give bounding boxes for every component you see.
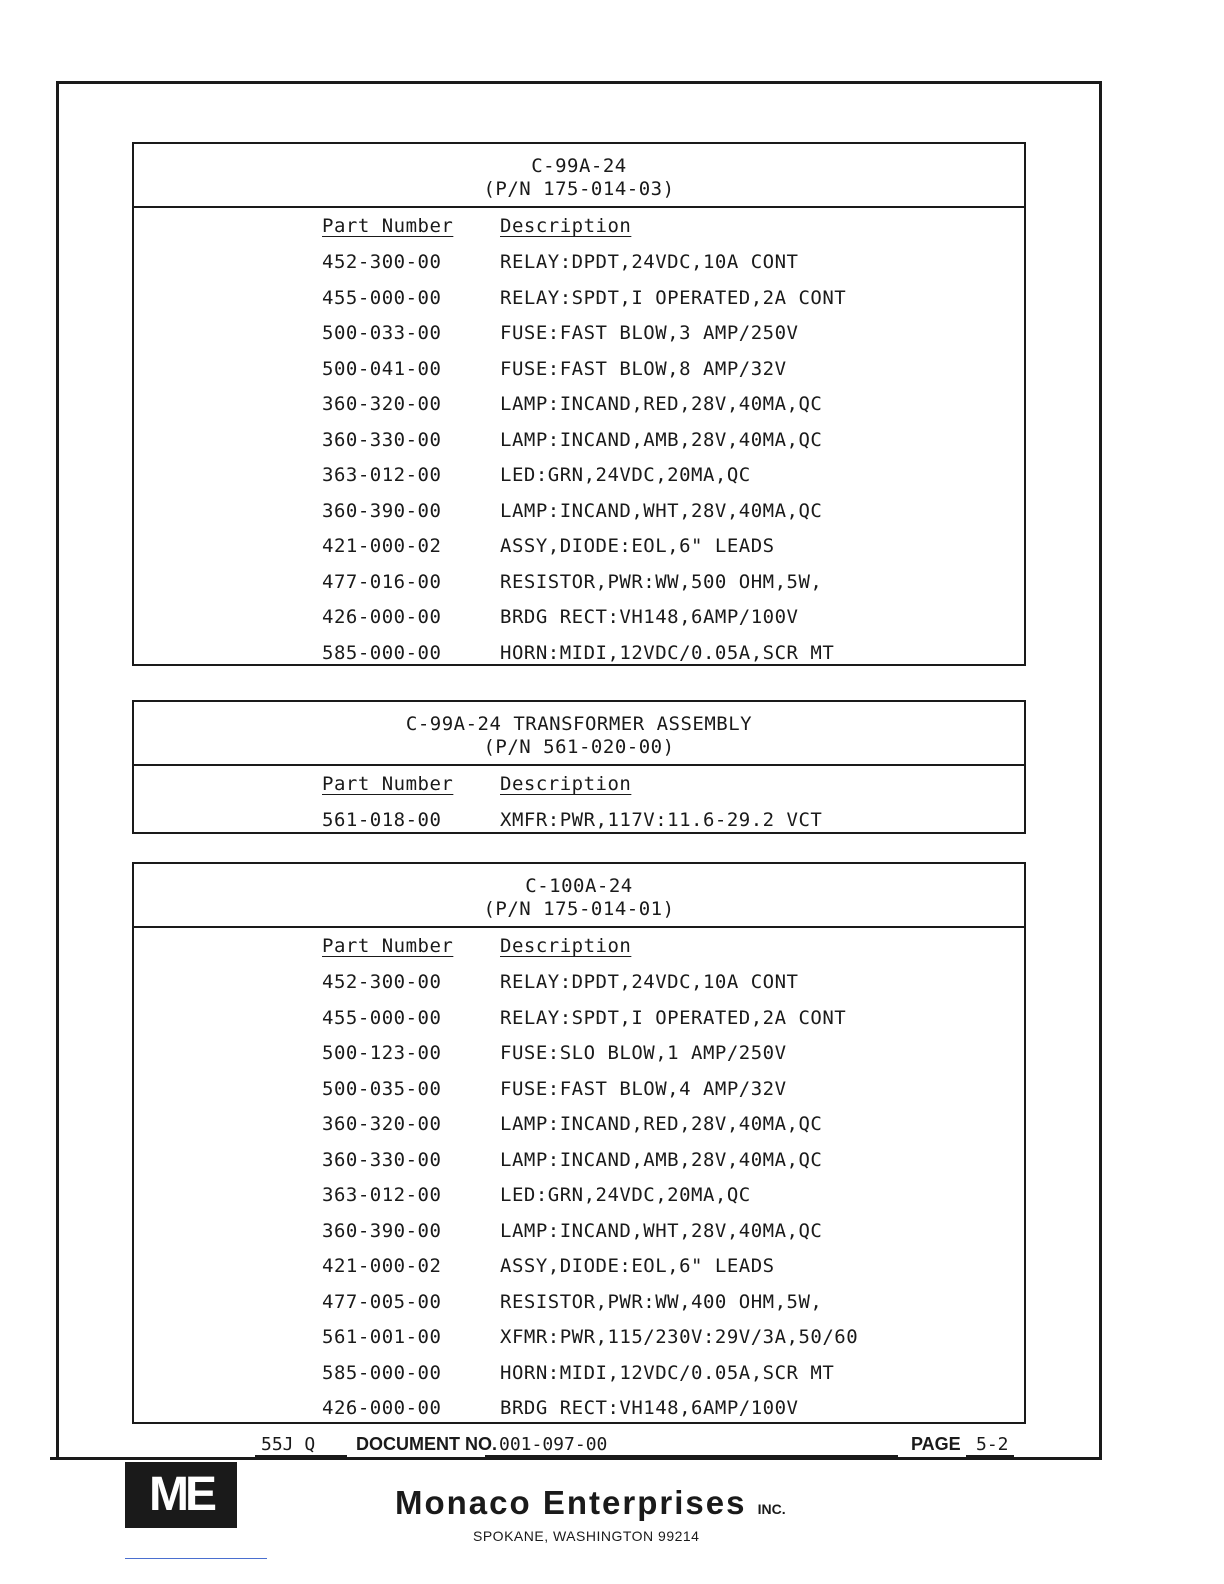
part-number: 360-330-00	[322, 1148, 442, 1171]
part-number: 500-123-00	[322, 1042, 442, 1064]
part-description: HORN:MIDI,12VDC/0.05A,SCR MT	[500, 1361, 835, 1384]
table-row	[134, 493, 1024, 529]
part-number: 561-018-00	[322, 809, 442, 831]
part-description: XMFR:PWR,117V:11.6-29.2 VCT	[500, 809, 823, 831]
part-description: RESISTOR,PWR:WW,500 OHM,5W,	[500, 570, 823, 593]
part-number: 426-000-00	[322, 606, 442, 628]
part-description: HORN:MIDI,12VDC/0.05A,SCR MT	[500, 641, 835, 664]
part-number: 500-035-00	[322, 1077, 442, 1100]
part-description: LAMP:INCAND,WHT,28V,40MA,QC	[500, 499, 823, 522]
part-description: BRDG RECT:VH148,6AMP/100V	[500, 1397, 799, 1419]
table-row	[134, 1000, 1024, 1036]
table-row	[134, 1284, 1024, 1320]
col-description: Description	[500, 935, 632, 957]
part-number: 421-000-02	[322, 535, 442, 557]
doc-code: 55J Q	[255, 1434, 347, 1457]
table-row	[134, 599, 1024, 635]
part-description: LAMP:INCAND,AMB,28V,40MA,QC	[500, 428, 823, 451]
part-description: FUSE:FAST BLOW,8 AMP/32V	[500, 357, 787, 380]
table-title: C-99A-24	[531, 155, 627, 177]
part-description: RELAY:SPDT,I OPERATED,2A CONT	[500, 1006, 847, 1029]
table-row	[134, 1248, 1024, 1284]
part-number: 360-320-00	[322, 393, 442, 415]
company-name-text: Monaco Enterprises	[395, 1484, 747, 1521]
part-description: FUSE:FAST BLOW,3 AMP/250V	[500, 322, 799, 344]
col-description: Description	[500, 773, 632, 795]
part-description: FUSE:FAST BLOW,4 AMP/32V	[500, 1077, 787, 1100]
part-description: LAMP:INCAND,AMB,28V,40MA,QC	[500, 1148, 823, 1171]
part-number: 477-005-00	[322, 1290, 442, 1313]
table-row	[134, 1071, 1024, 1107]
part-number: 455-000-00	[322, 286, 442, 309]
table-subtitle: (P/N 561-020-00)	[483, 736, 675, 758]
part-number: 585-000-00	[322, 1361, 442, 1384]
part-description: LAMP:INCAND,RED,28V,40MA,QC	[500, 1113, 823, 1135]
part-number: 360-390-00	[322, 499, 442, 522]
page-label: PAGE	[911, 1434, 961, 1454]
table-row	[134, 1355, 1024, 1391]
table-title: C-99A-24 TRANSFORMER ASSEMBLY	[405, 713, 753, 735]
part-description: RELAY:DPDT,24VDC,10A CONT	[500, 971, 799, 993]
table-row	[134, 564, 1024, 600]
table-row	[134, 528, 1024, 564]
table-header	[134, 144, 1024, 208]
part-number: 477-016-00	[322, 570, 442, 593]
table-row	[134, 1390, 1024, 1426]
part-description: XFMR:PWR,115/230V:29V/3A,50/60	[500, 1326, 859, 1348]
part-description: RELAY:SPDT,I OPERATED,2A CONT	[500, 286, 847, 309]
part-number: 360-330-00	[322, 428, 442, 451]
table-header	[134, 864, 1024, 928]
part-number: 500-041-00	[322, 357, 442, 380]
part-number: 585-000-00	[322, 641, 442, 664]
table-row	[134, 1213, 1024, 1249]
table-row	[134, 635, 1024, 671]
company-name	[395, 1484, 786, 1522]
table-row	[134, 244, 1024, 280]
doc-number-label: DOCUMENT NO.	[356, 1434, 497, 1454]
part-description: FUSE:SLO BLOW,1 AMP/250V	[500, 1042, 787, 1064]
table-row	[134, 802, 1024, 838]
page-number-field	[966, 1434, 1014, 1457]
company-location: SPOKANE, WASHINGTON 99214	[473, 1528, 700, 1544]
part-description: LAMP:INCAND,RED,28V,40MA,QC	[500, 393, 823, 415]
parts-table-c100a	[132, 862, 1026, 1424]
col-part-number: Part Number	[322, 935, 454, 957]
part-description: LED:GRN,24VDC,20MA,QC	[500, 1184, 751, 1206]
table-row	[134, 1319, 1024, 1355]
table-subtitle: (P/N 175-014-03)	[483, 178, 675, 200]
part-description: RELAY:DPDT,24VDC,10A CONT	[500, 251, 799, 273]
parts-table-c99a	[132, 142, 1026, 666]
table-row	[134, 457, 1024, 493]
col-part-number: Part Number	[322, 215, 454, 237]
col-description: Description	[500, 215, 632, 237]
table-row	[134, 964, 1024, 1000]
part-number: 426-000-00	[322, 1397, 442, 1419]
column-headers	[134, 928, 1024, 964]
page-border-bottom	[50, 1457, 1100, 1460]
footer-code	[255, 1434, 347, 1457]
column-headers	[134, 766, 1024, 802]
part-description: ASSY,DIODE:EOL,6" LEADS	[500, 535, 775, 557]
table-row	[134, 1177, 1024, 1213]
table-title: C-100A-24	[525, 875, 633, 897]
decorative-line	[125, 1558, 267, 1559]
company-suffix: INC.	[757, 1501, 786, 1517]
part-number: 363-012-00	[322, 464, 442, 486]
table-subtitle: (P/N 175-014-01)	[483, 898, 675, 920]
doc-number: 001-097-00	[485, 1434, 898, 1457]
table-row	[134, 422, 1024, 458]
table-row	[134, 280, 1024, 316]
part-number: 455-000-00	[322, 1006, 442, 1029]
part-number: 360-390-00	[322, 1219, 442, 1242]
part-number: 421-000-02	[322, 1255, 442, 1277]
part-description: LAMP:INCAND,WHT,28V,40MA,QC	[500, 1219, 823, 1242]
part-number: 360-320-00	[322, 1113, 442, 1135]
table-row	[134, 1106, 1024, 1142]
parts-table-transformer	[132, 700, 1026, 834]
table-row	[134, 315, 1024, 351]
table-row	[134, 1142, 1024, 1178]
part-number: 363-012-00	[322, 1184, 442, 1206]
part-number: 500-033-00	[322, 322, 442, 344]
company-logo: ME	[125, 1462, 237, 1528]
page-number: 5-2	[966, 1434, 1014, 1457]
table-row	[134, 351, 1024, 387]
column-headers	[134, 208, 1024, 244]
part-number: 452-300-00	[322, 971, 442, 993]
part-number: 561-001-00	[322, 1326, 442, 1348]
part-description: ASSY,DIODE:EOL,6" LEADS	[500, 1255, 775, 1277]
table-row	[134, 386, 1024, 422]
part-description: RESISTOR,PWR:WW,400 OHM,5W,	[500, 1290, 823, 1313]
part-number: 452-300-00	[322, 251, 442, 273]
table-row	[134, 1035, 1024, 1071]
doc-number-field	[485, 1434, 898, 1457]
part-description: BRDG RECT:VH148,6AMP/100V	[500, 606, 799, 628]
col-part-number: Part Number	[322, 773, 454, 795]
part-description: LED:GRN,24VDC,20MA,QC	[500, 464, 751, 486]
table-header	[134, 702, 1024, 766]
